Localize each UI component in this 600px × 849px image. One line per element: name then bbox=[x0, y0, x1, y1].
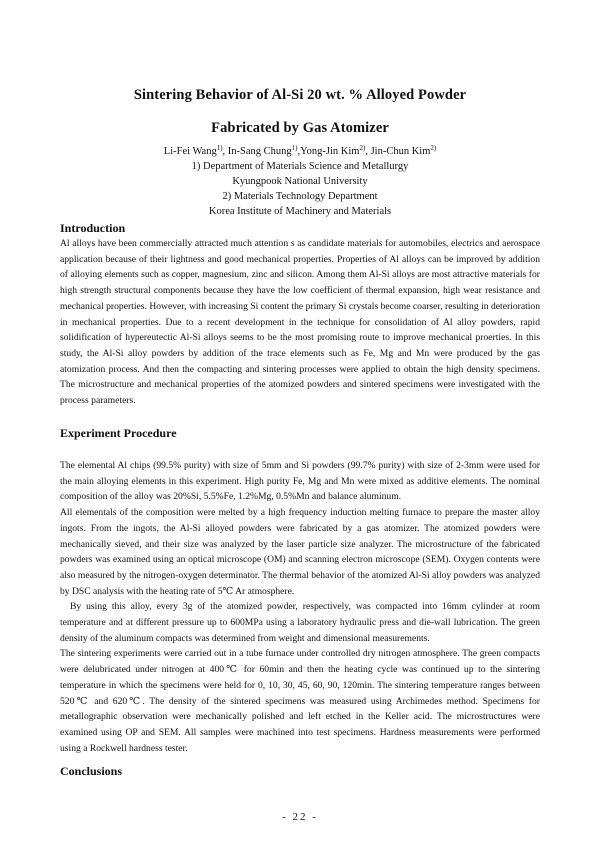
author-list bbox=[0, 145, 600, 159]
author-affiliation-mark: 1) bbox=[291, 144, 298, 152]
introduction-paragraph: Al alloys have been commercially attracted much attention s as candidate materials for automobiles, electrics and aerospace application because of their lightness and good mechanical properties. Properties of Al alloys can be improved by addition of alloying elements such as copper, magnesium, zinc and silicon. Among them Al-Si alloys are most attractive materials for high strength structural components because they have the low coefficient of thermal expansion, high wear resistance and mechanical properties. However, with increasing Si content the primary Si crystals become coarser, resulting in deterioration in mechanical properties. Due to a recent development in the technique for consolidation of Al alloy powders, rapid solidification of hypereutectic Al-Si alloys seems to be the most promising route to improve mechanical proerties. In this study, the Al-Si alloy powders by addition of the trace elements such as Fe, Mg and Mn were produced by the gas atomization process. And then the compacting and sintering processes were applied to obtain the high density specimens. The microstructure and mechanical properties of the atomized powders and sintered specimens were investigated with the process parameters. bbox=[60, 238, 540, 407]
experiment-paragraph: The sintering experiments were carried out in a tube furnace under controlled dry nitrogen atmosphere. The green compacts were delubricated under nitrogen at 400℃ for 60min and then the heating cycle was continued up to the sintering temperature in which the specimens were held for 0, 10, 30, 45, 60, 90, 120min. The sintering temperature ranges between 520℃ and 620℃. The density of the sintered specimens was measured using Archimedes method. Specimens for metallographic observation were mechanically polished and left etched in the Keller acid. The microstructures were examined using OP and SEM. All samples were machined into test specimens. Hardness measurements were performed using a Rockwell hardness tester. bbox=[60, 648, 540, 754]
author-affiliation-mark: 2) bbox=[430, 144, 437, 152]
author-name: Li-Fei Wang bbox=[163, 146, 217, 157]
author-affiliation-mark: 1) bbox=[216, 144, 223, 152]
author-name: , In-Sang Chung bbox=[222, 146, 292, 157]
page-number: - 22 - bbox=[282, 811, 318, 823]
section-heading-conclusions: Conclusions bbox=[60, 764, 123, 778]
experiment-paragraph: By using this alloy, every 3g of the atomized powder, respectively, was compacted into 16mm cylinder at room temperature and at different pressure up to 600MPa using a laboratory hydraulic press and die-wall lubrication. The green density of the aluminum compacts was determined from weight and dimensional measurements. bbox=[60, 601, 540, 644]
section-heading-introduction: Introduction bbox=[60, 221, 126, 235]
paper-title-line2: Fabricated by Gas Atomizer bbox=[211, 120, 389, 136]
author-name: , Jin-Chun Kim bbox=[365, 146, 431, 157]
author-affiliation-mark: 2) bbox=[359, 144, 366, 152]
affiliation-line: Korea Institute of Machinery and Materials bbox=[208, 206, 392, 217]
experiment-paragraph: All elementals of the composition were melted by a high frequency induction melting furnace to prepare the master alloy ingots. From the ingots, the Al-Si alloyed powders were fabricated by a gas atomizer. The atomized powders were mechanically sieved, and their size was analyzed by the laser particle size analyzer. The microstructure of the fabricated powders was examined using an optical microscope (OM) and scanning electron microscope (SEM). Oxygen contents were also measured by the nitrogen-oxygen determinator. The thermal behavior of the atomized Al-Si alloy powders was analyzed by DSC analysis with the heating rate of 5℃ Ar atmosphere. bbox=[60, 507, 540, 597]
introduction-body bbox=[60, 236, 540, 409]
affiliation-line: Kyungpook National University bbox=[232, 176, 368, 187]
affiliation-line: 1) Department of Materials Science and Metallurgy bbox=[191, 161, 409, 172]
experiment-paragraph: The elemental Al chips (99.5% purity) with size of 5mm and Si powders (99.7% purity) with size of 2-3mm were used for the main alloying elements in this experiment. High purity Fe, Mg and Mn were mixed as additive elements. The nominal composition of the alloy was 20%Si, 5.5%Fe, 1.2%Mg, 0.5%Mn and balance aluminum. bbox=[60, 460, 540, 503]
affiliation-line: 2) Materials Technology Department bbox=[222, 191, 378, 202]
paper-title-line1: Sintering Behavior of Al-Si 20 wt. % Alloyed Powder bbox=[133, 87, 467, 103]
section-heading-experiment: Experiment Procedure bbox=[60, 426, 177, 440]
experiment-body bbox=[60, 458, 540, 756]
author-name: ,Yong-Jin Kim bbox=[297, 146, 360, 157]
